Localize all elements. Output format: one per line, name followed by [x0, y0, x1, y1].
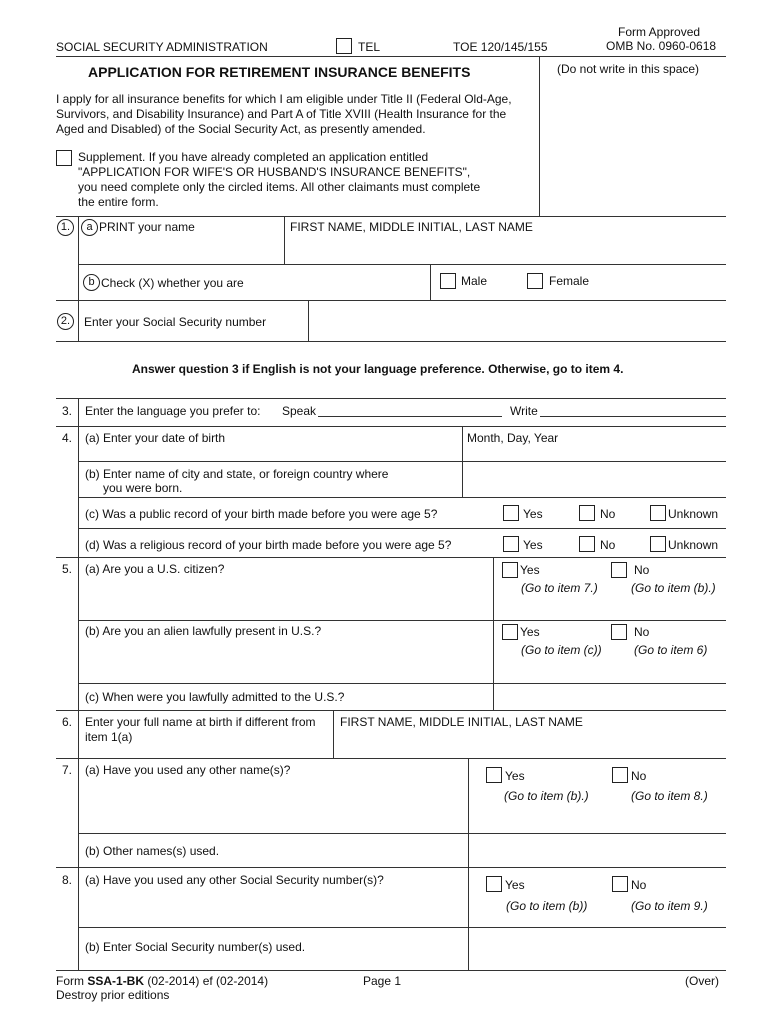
intro-line-2: Survivors, and Disability Insurance) and Part A of Title XVIII (Health Insurance for the — [56, 107, 507, 121]
q5b-no-label: No — [634, 625, 650, 639]
language-note: Answer question 3 if English is not your language preference. Otherwise, go to item 4. — [132, 362, 624, 376]
q1b-letter-circle: b — [83, 274, 100, 291]
office-use-divider — [539, 56, 540, 216]
q4b-label-2: you were born. — [103, 481, 183, 495]
supplement-line-1: Supplement. If you have already completed an application entitled — [78, 150, 429, 164]
q4c-no-label: No — [600, 507, 616, 521]
q7b-label: (b) Other names(s) used. — [85, 844, 220, 858]
q1b-top-rule — [78, 264, 726, 265]
q5-divider — [493, 557, 494, 710]
male-checkbox[interactable] — [440, 273, 456, 289]
q8-top-rule — [56, 867, 726, 868]
q3-top-rule — [56, 398, 726, 399]
write-input[interactable] — [540, 416, 726, 417]
q5a-no-label: No — [634, 563, 650, 577]
q5c-label: (c) When were you lawfully admitted to the U.S.? — [85, 690, 345, 704]
q4b-top-rule — [78, 461, 726, 462]
dob-field-label[interactable]: Month, Day, Year — [467, 431, 559, 445]
q5b-no-goto: (Go to item 6) — [634, 643, 708, 657]
form-code: SSA-1-BK — [87, 974, 145, 988]
q7a-yes-label: Yes — [505, 769, 525, 783]
page-number: Page 1 — [363, 974, 402, 988]
q1a-divider — [284, 216, 285, 264]
birth-name-field-label[interactable]: FIRST NAME, MIDDLE INITIAL, LAST NAME — [340, 715, 583, 729]
q5b-top-rule — [78, 620, 726, 621]
do-not-write-note: (Do not write in this space) — [557, 62, 700, 76]
tel-label: TEL — [358, 40, 381, 54]
omb-number: OMB No. 0960-0618 — [606, 39, 717, 53]
q8a-no-goto: (Go to item 9.) — [631, 899, 708, 913]
q4d-unknown-checkbox[interactable] — [650, 536, 666, 552]
q6-label-1: Enter your full name at birth if different from — [85, 715, 316, 729]
speak-input[interactable] — [318, 416, 502, 417]
q5a-label: (a) Are you a U.S. citizen? — [85, 562, 225, 576]
q4d-no-checkbox[interactable] — [579, 536, 595, 552]
q7a-no-goto: (Go to item 8.) — [631, 789, 708, 803]
q5a-no-checkbox[interactable] — [611, 562, 627, 578]
q5b-yes-checkbox[interactable] — [502, 624, 518, 640]
table-bottom-rule — [56, 970, 726, 971]
q7a-no-label: No — [631, 769, 647, 783]
q4c-top-rule — [78, 497, 726, 498]
female-checkbox[interactable] — [527, 273, 543, 289]
q1a-letter-circle: a — [81, 219, 98, 236]
q1b-divider — [430, 264, 431, 300]
q3-number: 3. — [62, 404, 73, 418]
q4d-top-rule — [78, 528, 726, 529]
form-approved: Form Approved — [618, 25, 701, 39]
q8a-no-checkbox[interactable] — [612, 876, 628, 892]
q4-top-rule — [56, 426, 726, 427]
tel-checkbox[interactable] — [336, 38, 352, 54]
q1-top-rule — [56, 216, 726, 217]
q4d-label: (d) Was a religious record of your birth made before you were age 5? — [85, 538, 452, 552]
other-ssn-field[interactable] — [472, 931, 722, 967]
q7-top-rule — [56, 758, 726, 759]
q4c-unknown-label: Unknown — [668, 507, 719, 521]
q3-label: Enter the language you prefer to: — [85, 404, 261, 418]
supplement-checkbox[interactable] — [56, 150, 72, 166]
q2-label: Enter your Social Security number — [84, 315, 267, 329]
q4d-yes-checkbox[interactable] — [503, 536, 519, 552]
q1-left-rule — [78, 216, 79, 341]
q4c-no-checkbox[interactable] — [579, 505, 595, 521]
q7a-no-checkbox[interactable] — [612, 767, 628, 783]
q5a-yes-checkbox[interactable] — [502, 562, 518, 578]
q8a-yes-checkbox[interactable] — [486, 876, 502, 892]
q7b-top-rule — [78, 833, 726, 834]
form-edition: (02-2014) ef (02-2014) — [144, 974, 269, 988]
q4c-unknown-checkbox[interactable] — [650, 505, 666, 521]
q2-divider — [308, 300, 309, 341]
q5c-top-rule — [78, 683, 726, 684]
speak-label: Speak — [282, 404, 317, 418]
q8a-yes-label: Yes — [505, 878, 525, 892]
q4c-yes-label: Yes — [523, 507, 543, 521]
q5b-yes-goto: (Go to item (c)) — [521, 643, 602, 657]
supplement-line-2: "APPLICATION FOR WIFE'S OR HUSBAND'S INSURANCE BENEFITS", — [78, 165, 471, 179]
q4b-label-1: (b) Enter name of city and state, or foreign country where — [85, 467, 389, 481]
other-names-field[interactable] — [472, 836, 722, 864]
q4d-no-label: No — [600, 538, 616, 552]
q8a-yes-goto: (Go to item (b)) — [506, 899, 588, 913]
number-column-rule — [78, 398, 79, 970]
q5a-yes-goto: (Go to item 7.) — [521, 581, 598, 595]
q4-number: 4. — [62, 431, 73, 445]
intro-line-3: Aged and Disabled) of the Social Security Act, as presently amended. — [56, 122, 426, 136]
supplement-line-3: you need complete only the circled items. All other claimants must complete — [78, 180, 481, 194]
q8b-top-rule — [78, 927, 726, 928]
form-prefix: Form — [56, 974, 88, 988]
q6-divider — [333, 710, 334, 758]
q6-top-rule — [56, 710, 726, 711]
q6-number: 6. — [62, 715, 73, 729]
page-title: APPLICATION FOR RETIREMENT INSURANCE BENEFITS — [88, 64, 471, 80]
q4a-label: (a) Enter your date of birth — [85, 431, 226, 445]
agency-name: SOCIAL SECURITY ADMINISTRATION — [56, 40, 268, 54]
q4c-label: (c) Was a public record of your birth made before you were age 5? — [85, 507, 438, 521]
form-id — [56, 974, 268, 988]
female-label: Female — [549, 274, 590, 288]
name-field-label[interactable]: FIRST NAME, MIDDLE INITIAL, LAST NAME — [290, 220, 533, 234]
q1-number-circle: 1. — [57, 219, 74, 236]
q1a-label: PRINT your name — [99, 220, 195, 234]
q8a-label: (a) Have you used any other Social Security number(s)? — [85, 873, 384, 887]
q8-number: 8. — [62, 873, 73, 887]
q6-label-2: item 1(a) — [85, 730, 133, 744]
write-label: Write — [510, 404, 538, 418]
ssn-field[interactable] — [312, 304, 722, 338]
q2-top-rule — [56, 300, 726, 301]
toe-code: TOE 120/145/155 — [453, 40, 548, 54]
q5-top-rule — [56, 557, 726, 558]
q5b-label: (b) Are you an alien lawfully present in U.S.? — [85, 624, 322, 638]
q5a-yes-label: Yes — [520, 563, 540, 577]
q7-q8-divider — [468, 758, 469, 970]
over-note: (Over) — [685, 974, 719, 988]
destroy-note: Destroy prior editions — [56, 988, 170, 1002]
q4d-unknown-label: Unknown — [668, 538, 719, 552]
male-label: Male — [461, 274, 488, 288]
q7a-yes-checkbox[interactable] — [486, 767, 502, 783]
q2-bottom-rule — [56, 341, 726, 342]
q8b-label: (b) Enter Social Security number(s) used. — [85, 940, 306, 954]
q5-number: 5. — [62, 562, 73, 576]
supplement-line-4: the entire form. — [78, 195, 159, 209]
intro-line-1: I apply for all insurance benefits for which I am eligible under Title II (Federal Old-Age, — [56, 92, 512, 106]
q7a-yes-goto: (Go to item (b).) — [504, 789, 589, 803]
q4c-yes-checkbox[interactable] — [503, 505, 519, 521]
q1b-label: Check (X) whether you are — [101, 276, 244, 290]
q5a-no-goto: (Go to item (b).) — [631, 581, 716, 595]
q8a-no-label: No — [631, 878, 647, 892]
birthplace-field[interactable] — [467, 465, 723, 495]
q2-number-circle: 2. — [57, 313, 74, 330]
q7-number: 7. — [62, 763, 73, 777]
q5b-no-checkbox[interactable] — [611, 624, 627, 640]
header-rule — [56, 56, 726, 57]
q4d-yes-label: Yes — [523, 538, 543, 552]
q5b-yes-label: Yes — [520, 625, 540, 639]
q7a-label: (a) Have you used any other name(s)? — [85, 763, 291, 777]
admission-date-field[interactable] — [497, 686, 723, 708]
